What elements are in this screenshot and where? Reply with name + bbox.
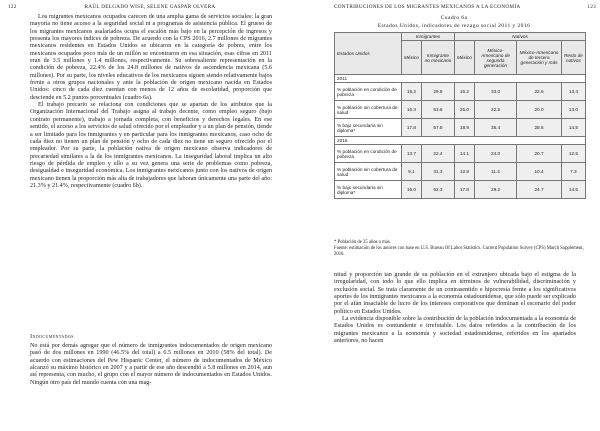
row-label: % población en condición de pobreza [335, 145, 402, 163]
paragraph: El trabajo precario se relaciona con condiciones que se apartan de los atributos que la Organización Internacional del Trabajo asigna al trabajo decente, como empleo seguro (bajo contrato permanente), trabajo a jornada completa, con beneficios y derechos legales. En ese sentido, el acceso a los servicios de salud ofrecido por el empleador y a un plan de pensión, tiende a ser limitado para los inmigrantes y en particular para los inmigrantes mexicanos, caso ocho de cada diez no tienen un plan de pensión y ocho de cada diez no tiene un seguro ofrecido por el empleador. Por su parte, la población nativa de origen mexicano observa indicadores de precariedad similares a la de los inmigrantes mexicanos. La inseguridad laboral implica un alto riesgo de pérdida de empleo y ello a su vez genera una serie de problemas como pobreza, desigualdad e inseguridad económica. Los inmigrantes mexicanos junto con los nativos de origen mexicano tienen la proporción más alta de trabajadores que laboran únicamente una parte del año: 21.3% y 21.4%, respectivamente (cuadro 6b). [30, 102, 272, 189]
paragraph: nitud y proporción tan grande de su población en el extranjero ubicada bajo el estigma de la irregularidad, con todo lo que ello implica en términos de vulnerabilidad, discriminación y exclusión social. Se trata claramente de un contrasentido e hipocresía frente a los significativos aportes de los inmigrantes mexicanos a la economía estadounidense, que sólo puede ser explicado por el afán insaciable de lucro de los intereses corporativos que dominan el escenario del poder político en Estados Unidos. [334, 272, 576, 315]
cell: 29.8 [421, 83, 454, 101]
table-row [335, 145, 586, 163]
cell: 11.4 [474, 163, 516, 181]
cell: 24.7 [517, 181, 562, 199]
right-running-header [312, 4, 596, 14]
cell: 52.3 [421, 181, 454, 199]
paragraph: La evidencia disponible sobre la contribución de la población indocumentada a la economía de Estados Unidos es contundente e irrefutable. Los datos referidos a la contribución de los migrantes mexicanos a la economía y sociedad estadounidense, referidos en los apartados anteriores, no hacen [334, 316, 576, 345]
table-row [335, 101, 586, 119]
right-body-text [334, 272, 576, 345]
column-header: México-Americano de segunda generación [474, 41, 516, 75]
cell: 20.0 [517, 101, 562, 119]
paragraph: Los migrantes mexicanos ocupados carecen de una amplia gama de servicios sociales: la gran mayoría no tiene acceso a la seguridad social ni a programas de asistencia pública. El grueso de los migrantes mexicanos asalariados ocupa el escalón más bajo en la percepción de ingresos y presenta los mayores índices de pobreza. De acuerdo con la CPS 2016, 2.7 millones de migrantes mexicanos residentes en Estados Unidos se ubicaron en la categoría de pobres, entre los mexicanos ocupados poco más de un millón se encontraron en esa situación, esas cifras en 2011 eran de 3.5 millones y 1.4 millones, respectivamente. Su sobresaliente representación en la condición de pobreza, 22.4% de los 24.8 millones de nativos de ascendencia mexicana (5.6 millones). Por su parte, los niveles educativos de los mexicanos siguen siendo relativamente bajos frente a otros grupos nacionales y ante la población de origen mexicano nacida en Estados Unidos: cinco de cada diez cuentan con menos de 12 años de escolaridad, proporción que desciende en 5.2 puntos porcentuales (cuadro 6a). [30, 14, 272, 101]
cell: 33.0 [474, 83, 516, 101]
right-running-head: CONTRIBUCIONES DE LOS MIGRANTES MEXICANOS A LA ECONOMÍA [334, 4, 521, 10]
table-row [335, 163, 586, 181]
table-footnotes [334, 240, 586, 258]
row-label: % población sin cobertura de salud [335, 101, 402, 119]
left-page-number: 122 [8, 4, 17, 10]
column-header: México [402, 41, 422, 75]
data-table [334, 32, 586, 199]
cell: 17.8 [402, 119, 422, 137]
column-header: Resto de nativos [561, 41, 585, 75]
cell: 35.4 [474, 119, 516, 137]
cell: 13.0 [561, 101, 585, 119]
source-note: Fuente: estimación de los autores con base en U.S. Bureau Of Labor Statistics. Current Population Survey (CPS) March Supplement, 2016. [334, 246, 584, 257]
left-running-head: RAÚL DELGADO WISE, SELENE GASPAR OLVERA [84, 4, 216, 10]
cell: 13.7 [402, 145, 422, 163]
cell: 22.5 [474, 101, 516, 119]
group-header: Inmigrantes [402, 33, 455, 41]
left-running-header [8, 4, 292, 14]
row-label: % población sin cobertura de salud [335, 163, 402, 181]
cell: 31.3 [421, 163, 454, 181]
cell: 29.2 [474, 181, 516, 199]
cell: 22.6 [517, 83, 562, 101]
right-page-number: 123 [587, 4, 596, 10]
row-header: Estados Unidos [335, 33, 402, 75]
cell: 13.4 [561, 83, 585, 101]
row-label: % población en condición de pobreza [335, 83, 402, 101]
left-page [8, 0, 292, 431]
year-row: 2011 [335, 75, 586, 83]
cell: 18.9 [455, 119, 475, 137]
left-body-text [30, 14, 272, 190]
cell: 14.5 [561, 181, 585, 199]
table-row [335, 119, 586, 137]
table-row [335, 181, 586, 199]
left-section-text [30, 343, 272, 387]
cell: 7.3 [561, 163, 585, 181]
column-header: Inmigrante no mexicano [421, 41, 454, 75]
footnote: * Población de 25 años o más. [334, 240, 391, 245]
cell: 17.8 [455, 181, 475, 199]
table-label: Cuadro 6a [440, 15, 468, 21]
cell: 53.6 [421, 101, 454, 119]
paragraph: No está por demás agregar que el número de inmigrantes indocumentados de origen mexicano pasó de dos millones en 1990 (46.5% del total) a 6.5 millones en 2010 (58% del total). De acuerdo con estimaciones del Pew Hispanic Center, el número de indocumentados de México alcanzó su máximo histórico en 2007 y a partir de ese año descendió a 5.8 millones en 2014, aun así representa, con mucho, el grupo con el mayor número de indocumentados en Estados Unidos. Ningún otro país del mundo cuenta con una mag- [30, 343, 272, 386]
cell: 25.0 [455, 101, 475, 119]
cell: 14.1 [455, 145, 475, 163]
cell: 10.4 [517, 163, 562, 181]
table-row [335, 83, 586, 101]
cell: 20.7 [517, 145, 562, 163]
cell: 15.2 [402, 83, 422, 101]
cell: 9.1 [402, 163, 422, 181]
cell: 57.5 [421, 119, 454, 137]
cell: 22.4 [421, 145, 454, 163]
cell: 14.5 [561, 119, 585, 137]
cell: 24.0 [474, 145, 516, 163]
right-page [312, 0, 596, 431]
group-header: Nativos [455, 33, 586, 41]
column-header: México [455, 41, 475, 75]
cell: 16.0 [402, 181, 422, 199]
cell: 16.3 [402, 101, 422, 119]
cell: 12.8 [455, 163, 475, 181]
section-heading: Indocumentados [30, 333, 74, 340]
column-header: México-Americano de tercera generación y más [517, 41, 562, 75]
cell: 28.5 [517, 119, 562, 137]
cell: 15.2 [455, 83, 475, 101]
year-row: 2016 [335, 137, 586, 145]
row-label: % bajo secundaria sin diploma* [335, 181, 402, 199]
cell: 12.5 [561, 145, 585, 163]
table-title: Estados Unidos, indicadores de rezago social 2011 y 2016 [377, 23, 531, 29]
row-label: % bajo secundaria sin diploma* [335, 119, 402, 137]
